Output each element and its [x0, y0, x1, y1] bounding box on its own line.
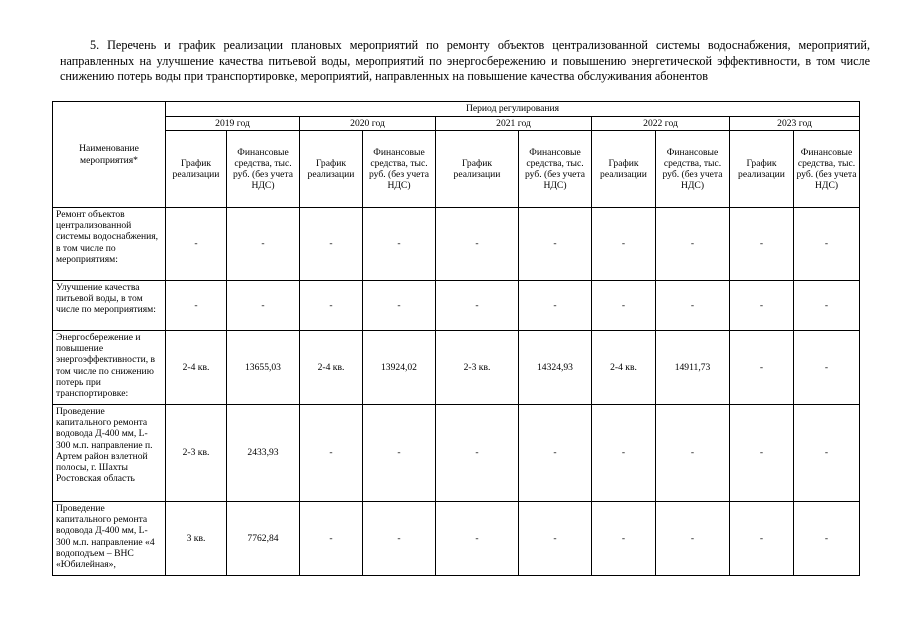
table-cell: - [730, 281, 794, 331]
table-cell: - [656, 405, 730, 502]
table-cell: - [730, 502, 794, 576]
table-cell: - [519, 208, 592, 281]
table-cell: - [363, 208, 436, 281]
table-cell: - [436, 502, 519, 576]
table-cell: - [227, 281, 300, 331]
table-cell: - [794, 405, 860, 502]
table-cell: - [227, 208, 300, 281]
table-cell: - [592, 281, 656, 331]
header-year-2020: 2020 год [300, 117, 436, 131]
section-heading-text: 5. Перечень и график реализации плановых мероприятий по ремонту объектов централизованной системы водоснабжения, мероприятий, направленных на улучшение качества питьевой воды, мероприятий по энергосбережению и повышению энергетической эффективности, в том числе снижению потерь воды при транспортировке, мероприятий, направленных на повышение качества обслуживания абонентов [60, 38, 870, 83]
table-cell: 2-4 кв. [166, 331, 227, 405]
table-cell: - [794, 331, 860, 405]
table-cell: - [436, 281, 519, 331]
header-finance-2023: Финансовые средства, тыс. руб. (без учета НДС) [794, 131, 860, 208]
table-cell: - [656, 281, 730, 331]
table-cell: 3 кв. [166, 502, 227, 576]
table-cell: 2-3 кв. [166, 405, 227, 502]
header-row-sub [53, 131, 860, 208]
row-name: Ремонт объектов централизованной системы водоснабжения, в том числе по мероприятиям: [53, 208, 166, 281]
table-cell: 2-3 кв. [436, 331, 519, 405]
row-name: Улучшение качества питьевой воды, в том числе по мероприятиям: [53, 281, 166, 331]
table-cell: - [436, 405, 519, 502]
row-name: Проведение капитального ремонта водовода Д-400 мм, L-300 м.п. направление «4 водоподъем – ВНС «Юбилейная», [53, 502, 166, 576]
table-cell: - [300, 502, 363, 576]
header-row-years [53, 117, 860, 131]
table-cell: 13655,03 [227, 331, 300, 405]
header-year-2021: 2021 год [436, 117, 592, 131]
table-cell: - [730, 331, 794, 405]
table-cell: - [166, 281, 227, 331]
header-year-2023: 2023 год [730, 117, 860, 131]
table-cell: - [656, 502, 730, 576]
table-row [53, 405, 860, 502]
table-cell: - [519, 405, 592, 502]
section-heading [60, 38, 870, 85]
header-name-cell: Наименование мероприятия* [53, 102, 166, 208]
table-cell: 2-4 кв. [592, 331, 656, 405]
table-row [53, 208, 860, 281]
table-cell: 14324,93 [519, 331, 592, 405]
table-cell: - [592, 208, 656, 281]
header-finance-2022: Финансовые средства, тыс. руб. (без учета НДС) [656, 131, 730, 208]
table-cell: - [363, 502, 436, 576]
table-cell: 13924,02 [363, 331, 436, 405]
table-cell: - [363, 281, 436, 331]
table-cell: 14911,73 [656, 331, 730, 405]
table-cell: - [300, 405, 363, 502]
table-cell: 7762,84 [227, 502, 300, 576]
header-finance-2020: Финансовые средства, тыс. руб. (без учета НДС) [363, 131, 436, 208]
table-cell: 2433,93 [227, 405, 300, 502]
table-cell: 2-4 кв. [300, 331, 363, 405]
header-year-2022: 2022 год [592, 117, 730, 131]
row-name: Проведение капитального ремонта водовода Д-400 мм, L-300 м.п. направление п. Артем район взлетной полосы, г. Шахты Ростовская область [53, 405, 166, 502]
header-year-2019: 2019 год [166, 117, 300, 131]
table-cell: - [592, 405, 656, 502]
header-schedule-2021: График реализации [436, 131, 519, 208]
table-cell: - [730, 208, 794, 281]
table-cell: - [363, 405, 436, 502]
header-schedule-2022: График реализации [592, 131, 656, 208]
table-cell: - [166, 208, 227, 281]
table-cell: - [519, 281, 592, 331]
table-cell: - [794, 502, 860, 576]
table-cell: - [730, 405, 794, 502]
header-period-cell: Период регулирования [166, 102, 860, 117]
table-row [53, 281, 860, 331]
table-cell: - [300, 208, 363, 281]
table-row [53, 502, 860, 576]
header-row-period [53, 102, 860, 117]
table-cell: - [592, 502, 656, 576]
table-cell: - [656, 208, 730, 281]
table-cell: - [436, 208, 519, 281]
table-cell: - [519, 502, 592, 576]
header-finance-2019: Финансовые средства, тыс. руб. (без учета НДС) [227, 131, 300, 208]
row-name: Энергосбережение и повышение энергоэффективности, в том числе по снижению потерь при транспортировке: [53, 331, 166, 405]
header-schedule-2019: График реализации [166, 131, 227, 208]
plan-table [52, 101, 860, 576]
header-finance-2021: Финансовые средства, тыс. руб. (без учета НДС) [519, 131, 592, 208]
table-cell: - [794, 281, 860, 331]
header-schedule-2023: График реализации [730, 131, 794, 208]
table-cell: - [794, 208, 860, 281]
table-row [53, 331, 860, 405]
table-cell: - [300, 281, 363, 331]
header-schedule-2020: График реализации [300, 131, 363, 208]
